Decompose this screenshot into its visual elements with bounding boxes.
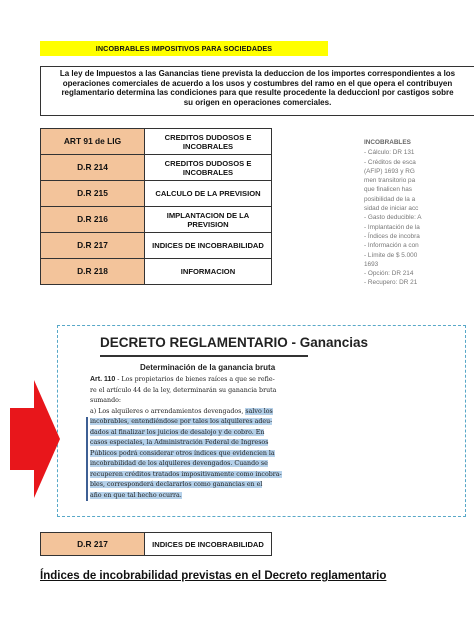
intro-line: operaciones comerciales de acuerdo a los usos y costumbres del ramo en el que opera el contribuyen	[62, 78, 453, 88]
side-panel-line: sidad de iniciar acc	[364, 205, 419, 213]
side-panel-line: - Información a con	[364, 242, 419, 250]
highlighted-text: incobrables, entendiéndose por tales los alquileres adeu-	[90, 418, 273, 425]
intro-line: su origen en operaciones comerciales.	[183, 97, 332, 107]
article-code: ART 91 de LIG	[41, 129, 145, 155]
table-row	[41, 233, 272, 259]
decree-heading: DECRETO REGLAMENTARIO - Ganancias	[100, 335, 369, 350]
side-panel-line: - Opción: DR 214	[364, 270, 414, 278]
table-row	[41, 129, 272, 155]
table-row	[41, 207, 272, 233]
side-panel-line: que finalicen has	[364, 186, 412, 194]
article-description: INDICES DE INCOBRABILIDAD	[145, 533, 272, 556]
side-panel-line: - Recupero: DR 21	[364, 279, 418, 287]
article-code: D.R 218	[41, 259, 145, 285]
article-label: Art. 110	[90, 376, 116, 383]
decree-line: re el artículo 44 de la ley, determinarán su ganancia bruta	[90, 386, 277, 394]
intro-paragraph	[40, 66, 474, 116]
side-panel-line: - Gasto deducible: A	[364, 214, 422, 222]
article-description: IMPLANTACION DE LA PREVISION	[145, 207, 272, 233]
side-panel-line: - Límite de $ 5.000	[364, 251, 418, 259]
section-caption: Índices de incobrabilidad previstas en el Decreto reglamentario	[40, 570, 387, 582]
side-panel-line: - Créditos de esca	[364, 158, 416, 166]
highlighted-text: recuperen créditos tratados impositivamente como incobra-	[90, 470, 282, 478]
decree-text: - Los propietarios de bienes raíces a que se refie-	[115, 376, 275, 383]
incobrables-side-panel	[364, 138, 474, 298]
side-panel-line: - Índices de incobra	[364, 232, 420, 240]
indices-table	[40, 532, 272, 556]
table-row	[41, 155, 272, 181]
highlighted-text: casos especiales, la Administración Federal de Ingresos	[90, 439, 269, 446]
article-code: D.R 216	[41, 207, 145, 233]
highlighted-block	[86, 417, 298, 501]
highlighted-text: Públicos podrá considerar otros índices que evidencien la	[90, 449, 275, 457]
side-panel-line: 1693	[364, 260, 379, 268]
article-code: D.R 217	[41, 233, 145, 259]
intro-line: reglamentario determina las condiciones para que resulte procedente la deduccionl por castigos sobre	[61, 88, 454, 97]
table-row	[41, 533, 272, 556]
article-description: CALCULO DE LA PREVISION	[145, 181, 272, 207]
side-panel-line: - Implantación de la	[364, 223, 420, 231]
highlighted-text: dados al finalizar los juicios de desalojo y de cobro. En	[90, 428, 265, 436]
article-code: D.R 215	[41, 181, 145, 207]
highlighted-text: incobrabilidad de los alquileres devengados. Cuando se	[90, 460, 268, 467]
intro-line: La ley de Impuestos a las Ganancias tiene prevista la deduccion de los importes correspondientes a los	[59, 69, 456, 78]
decree-line: sumando:	[90, 397, 122, 404]
decree-line	[90, 407, 298, 418]
article-description: CREDITOS DUDOSOS E INCOBRALES	[145, 129, 272, 155]
decree-body	[90, 375, 298, 501]
highlighted-text: bles, corresponderá declararlos como ganancias en el	[90, 481, 263, 488]
article-code: D.R 217	[41, 533, 145, 556]
article-description: CREDITOS DUDOSOS E INCOBRALES	[145, 155, 272, 181]
side-panel-line: - Cálculo: DR 131	[364, 149, 415, 157]
side-panel-heading: INCOBRABLES	[364, 139, 411, 146]
side-panel-line: men transitorio pa	[364, 177, 416, 185]
highlighted-text: salvo los	[245, 407, 273, 415]
side-panel-line: posibilidad de la a	[364, 195, 416, 203]
article-code: D.R 214	[41, 155, 145, 181]
heading-divider	[100, 355, 308, 357]
side-panel-line: (AFIP) 1693 y RG	[364, 167, 415, 175]
articles-table	[40, 128, 272, 285]
decree-subheading: Determinación de la ganancia bruta	[140, 363, 276, 372]
table-row	[41, 181, 272, 207]
decree-line	[90, 375, 298, 386]
article-description: INFORMACION	[145, 259, 272, 285]
red-arrow-icon	[10, 380, 60, 498]
decree-text: a) Los alquileres o arrendamientos devengados,	[90, 407, 244, 415]
article-description: INDICES DE INCOBRABILIDAD	[145, 233, 272, 259]
title-bar: INCOBRABLES IMPOSITIVOS PARA SOCIEDADES	[40, 41, 328, 56]
table-row	[41, 259, 272, 285]
highlighted-text: año en que tal hecho ocurra.	[90, 491, 182, 499]
